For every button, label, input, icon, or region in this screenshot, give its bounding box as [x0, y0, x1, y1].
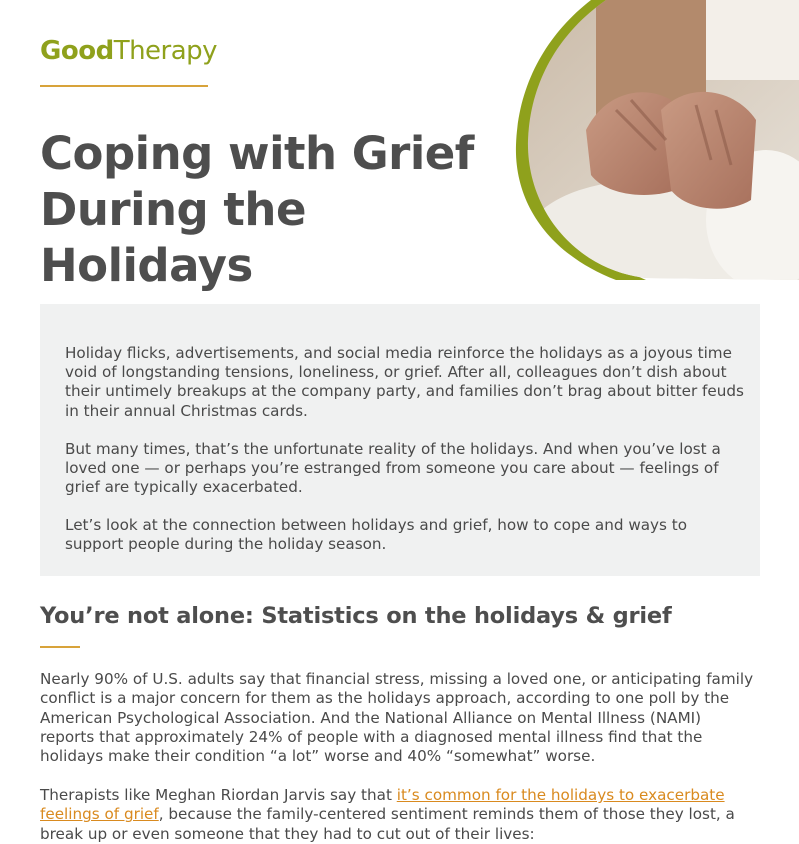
therapist-paragraph — [40, 786, 760, 844]
grief-article-link[interactable]: it’s common for the holidays to exacerbate feelings of grief — [40, 786, 725, 824]
title-line-2: During the Holidays — [40, 183, 306, 292]
intro-box — [40, 304, 760, 576]
logo-therapy: Therapy — [113, 36, 218, 66]
statistics-paragraph: Nearly 90% of U.S. adults say that financial stress, missing a loved one, or anticipating family conflict is a major concern for them as the holidays approach, according to one poll by the American Psychological Association. And the National Alliance on Mental Illness (NAMI) reports that approximately 24% of people with a diagnosed mental illness find that the holidays make their condition “a lot” worse and 40% “somewhat” worse. — [40, 670, 754, 766]
therapist-paragraph-start: Therapists like Meghan Riordan Jarvis say that — [40, 786, 397, 804]
logo-divider — [40, 85, 208, 87]
hero-image — [496, 0, 799, 280]
section-heading: You’re not alone: Statistics on the holidays & grief — [40, 603, 672, 629]
intro-paragraph-1: Holiday flicks, advertisements, and social media reinforce the holidays as a joyous time void of longstanding tensions, loneliness, or grief. After all, colleagues don’t dish about their untimely breakups at the company party, and families don’t brag about bitter feuds in their annual Christmas cards. — [65, 344, 744, 420]
logo-good: Good — [40, 36, 114, 66]
intro-paragraph-2: But many times, that’s the unfortunate reality of the holidays. And when you’ve lost a loved one — or perhaps you’re estranged from someone you care about — feelings of grief are typically exacerbated. — [65, 440, 721, 497]
intro-paragraph-3: Let’s look at the connection between holidays and grief, how to cope and ways to support people during the holiday season. — [65, 516, 688, 554]
section-divider — [40, 646, 80, 648]
therapist-paragraph-end: , because the family-centered sentiment reminds them of those they lost, a break up or even someone that they had to cut out of their lives: — [40, 805, 735, 843]
title-line-1: Coping with Grief — [40, 127, 474, 180]
goodtherapy-logo[interactable] — [40, 36, 217, 66]
page-title — [40, 126, 510, 294]
